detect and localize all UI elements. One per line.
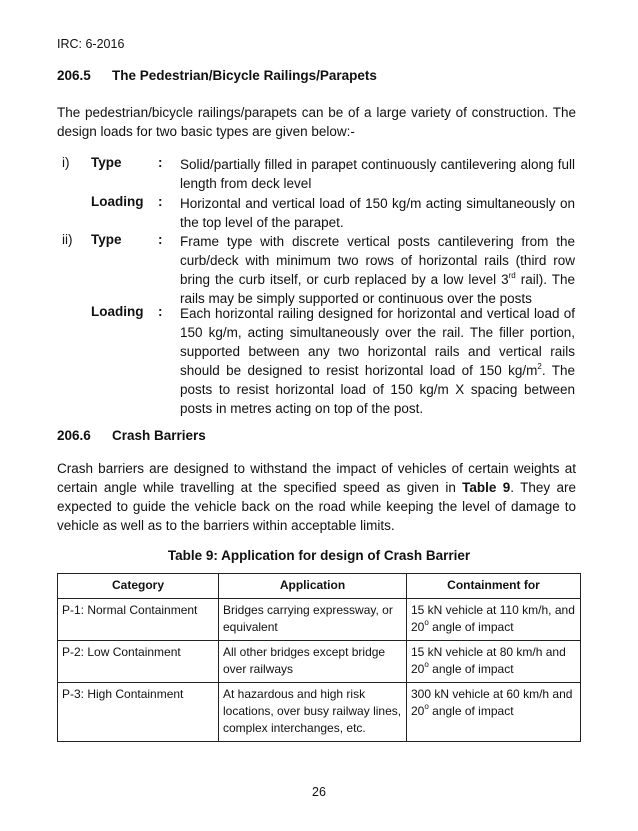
superscript: o (424, 660, 429, 669)
column-header: Containment for (407, 574, 581, 599)
text-run: . The posts to resist horizontal load of 150 kg/m X spacing between posts in metres acting on top of the post. (180, 363, 575, 416)
loading-text: Horizontal and vertical load of 150 kg/m acting simultaneously on the top level of the parapet. (180, 196, 575, 230)
item-number: i) (62, 155, 70, 170)
text-run: 15 kN vehicle at 110 km/h, and 20 (411, 603, 575, 634)
superscript: 2 (537, 362, 542, 371)
section-number: 206.6 (57, 428, 91, 443)
containment-cell (407, 683, 581, 742)
text-run: 15 kN vehicle at 80 km/h and 20 (411, 645, 566, 676)
section-heading-206-6 (57, 428, 206, 443)
running-head: IRC: 6-2016 (57, 37, 125, 51)
type-text: Solid/partially filled in parapet continuously cantilevering along full length from deck level (180, 157, 575, 191)
table-header-row (58, 574, 581, 599)
text-run: angle of impact (428, 620, 514, 634)
column-header: Category (58, 574, 219, 599)
section-heading-206-5 (57, 68, 377, 83)
text-run: Crash barriers are designed to withstand the impact of vehicles of certain weights at certain angle while travelling at the specified speed as given in (57, 461, 576, 495)
text-run: rail). The rails may be simply supported or continuous over the posts (180, 272, 575, 306)
table-row (58, 683, 581, 742)
crash-barrier-table (57, 573, 581, 742)
table-title: Table 9: Application for design of Crash Barrier (167, 548, 471, 563)
table-reference: Table 9 (462, 480, 511, 495)
item-number: ii) (62, 232, 73, 247)
containment-cell (407, 599, 581, 641)
section-title: The Pedestrian/Bicycle Railings/Parapets (112, 68, 377, 83)
table-row (58, 641, 581, 683)
loading-text (180, 304, 575, 418)
type-text (180, 232, 575, 308)
application-cell: At hazardous and high risk locations, over busy railway lines, complex interchanges, etc. (219, 683, 407, 742)
text-run: 300 kN vehicle at 60 km/h and 20 (411, 687, 573, 718)
text-run: Frame type with discrete vertical posts cantilevering from the curb/deck with minimum two rows of horizontal rails (third row bring the curb itself, or curb replaced by a low level 3 (180, 234, 575, 287)
application-cell: All other bridges except bridge over railways (219, 641, 407, 683)
loading-label: Loading (91, 194, 144, 209)
text-run: angle of impact (428, 704, 514, 718)
colon: : (158, 194, 163, 209)
application-cell: Bridges carrying expressway, or equivalent (219, 599, 407, 641)
table-row (58, 599, 581, 641)
intro-paragraph: The pedestrian/bicycle railings/parapets can be of a large variety of construction. The design loads for two basic types are given below:- (57, 105, 576, 139)
crash-barrier-paragraph (57, 459, 576, 535)
superscript: o (424, 702, 429, 711)
colon: : (158, 304, 163, 319)
category-cell: P-1: Normal Containment (58, 599, 219, 641)
category-cell: P-3: High Containment (58, 683, 219, 742)
superscript: o (424, 618, 429, 627)
loading-label: Loading (91, 304, 144, 319)
colon: : (158, 155, 163, 170)
section-title: Crash Barriers (112, 428, 206, 443)
colon: : (158, 232, 163, 247)
containment-cell (407, 641, 581, 683)
text-run: . They are expected to guide the vehicle back on the road while keeping the level of damage to vehicle as well as to the barriers within acceptable limits. (57, 480, 576, 533)
category-cell: P-2: Low Containment (58, 641, 219, 683)
section-number: 206.5 (57, 68, 91, 83)
superscript: rd (508, 271, 516, 280)
text-run: Each horizontal railing designed for horizontal and vertical load of 150 kg/m, acting simultaneously over the rail. The filler portion, supported between any two horizontal rails and vertical rails should be designed to resist horizontal load of 150 kg/m (180, 306, 575, 378)
type-label: Type (91, 232, 122, 247)
type-label: Type (91, 155, 122, 170)
text-run: angle of impact (428, 662, 514, 676)
column-header: Application (219, 574, 407, 599)
page-number: 26 (312, 785, 326, 799)
